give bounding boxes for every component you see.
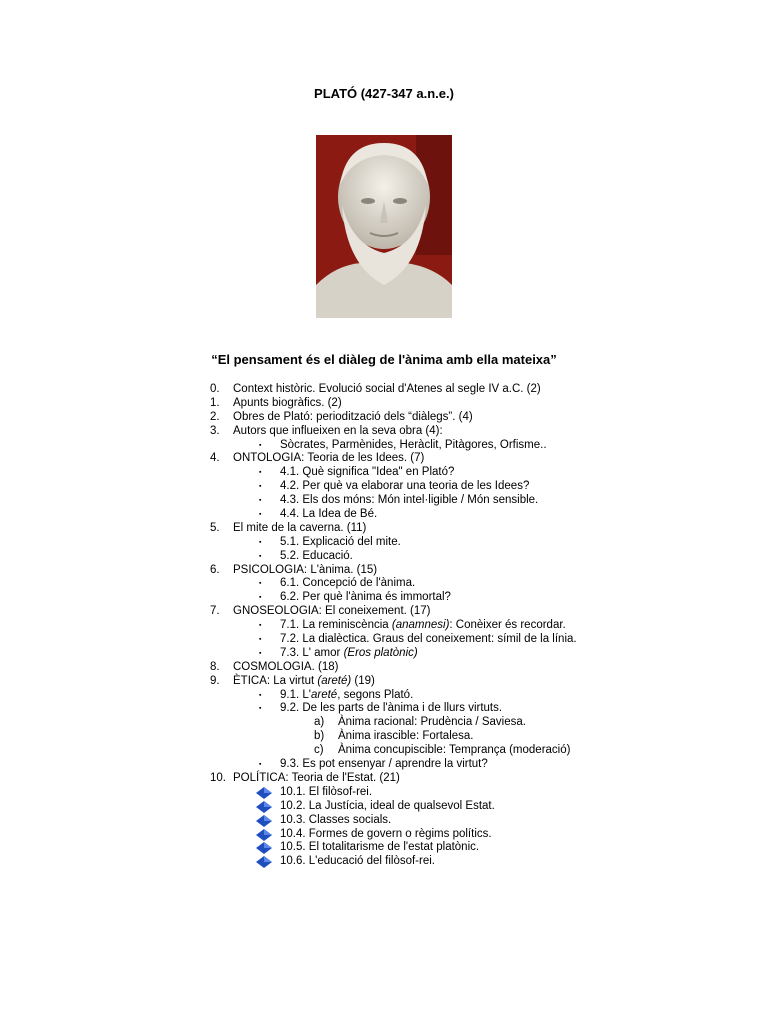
subitem-text: 5.1. Explicació del mite. xyxy=(280,535,401,548)
subitem-text: 4.1. Què significa "Idea" en Plató? xyxy=(280,466,455,479)
item-number: 8. xyxy=(210,660,220,673)
toc-alpha-item xyxy=(0,744,768,758)
toc-subitem xyxy=(0,508,768,522)
subitem-text: 10.5. El totalitarisme de l'estat platònic. xyxy=(280,841,480,854)
toc-subitem xyxy=(0,494,768,508)
toc-subitem xyxy=(0,439,768,453)
toc-item-3 xyxy=(0,425,768,439)
alpha-text: Ànima concupiscible: Temprança (moderació) xyxy=(338,744,571,757)
toc-subitem xyxy=(0,828,768,842)
square-bullet-icon: ▪ xyxy=(259,538,262,546)
toc-subitem xyxy=(0,619,768,633)
subitem-italic-term: (anamnesi) xyxy=(391,619,450,632)
toc-subitem xyxy=(0,800,768,814)
square-bullet-icon: ▪ xyxy=(259,497,262,505)
item-text: GNOSEOLOGIA: El coneixement. (17) xyxy=(233,605,431,618)
toc-subitem xyxy=(0,633,768,647)
subitem-italic-term: (Eros platònic) xyxy=(343,646,418,659)
alpha-label: b) xyxy=(314,730,325,743)
toc-item-7 xyxy=(0,605,768,619)
item-text: Autors que influeixen en la seva obra (4): xyxy=(233,424,443,437)
item-text: Obres de Plató: periodització dels “diàlegs”. (4) xyxy=(233,410,473,423)
subitem-text: 10.1. El filòsof-rei. xyxy=(280,785,373,798)
subitem-text-part: : Conèixer és recordar. xyxy=(449,619,566,632)
item-number: 5. xyxy=(210,521,220,534)
alpha-label: c) xyxy=(314,744,324,757)
toc-subitem xyxy=(0,689,768,703)
toc-subitem xyxy=(0,855,768,869)
toc-subitem xyxy=(0,702,768,716)
item-number: 4. xyxy=(210,452,220,465)
alpha-text: Ànima racional: Prudència / Saviesa. xyxy=(338,716,526,729)
toc-item-8 xyxy=(0,661,768,675)
item-text-part: (19) xyxy=(351,674,375,687)
subitem-text: 9.3. Es pot ensenyar / aprendre la virtut? xyxy=(280,758,488,771)
toc-item-6 xyxy=(0,564,768,578)
plato-bust-image xyxy=(316,135,452,318)
square-bullet-icon: ▪ xyxy=(259,580,262,588)
toc-subitem xyxy=(0,591,768,605)
subitem-text: 6.2. Per què l'ànima és immortal? xyxy=(280,591,451,604)
subitem-text: 9.2. De les parts de l'ànima i de llurs virtuts. xyxy=(280,702,503,715)
subitem-text-part: , segons Plató. xyxy=(337,688,414,701)
item-text: POLÍTICA: Teoria de l'Estat. (21) xyxy=(233,771,400,784)
toc-subitem xyxy=(0,786,768,800)
item-text: PSICOLOGIA: L'ànima. (15) xyxy=(233,563,378,576)
subitem-text xyxy=(280,619,566,633)
item-number: 6. xyxy=(210,563,220,576)
square-bullet-icon: ▪ xyxy=(259,622,262,630)
subitem-text: 4.3. Els dos móns: Món intel·ligible / Món sensible. xyxy=(280,494,539,507)
subitem-text: 10.3. Classes socials. xyxy=(280,813,392,826)
subitem-text xyxy=(280,647,418,661)
toc-item-2 xyxy=(0,411,768,425)
toc-subitem xyxy=(0,550,768,564)
toc-alpha-item xyxy=(0,716,768,730)
blue-diamond-bullet-icon xyxy=(256,856,272,868)
toc-subitem xyxy=(0,466,768,480)
item-text: El mite de la caverna. (11) xyxy=(233,521,367,534)
toc-subitem xyxy=(0,647,768,661)
item-text-part: ÈTICA: La virtut xyxy=(233,674,318,687)
subitem-text: 6.1. Concepció de l'ànima. xyxy=(280,577,416,590)
item-number: 2. xyxy=(210,410,220,423)
subitem-text xyxy=(280,689,413,703)
blue-diamond-bullet-icon xyxy=(256,801,272,813)
item-text xyxy=(233,675,375,689)
toc-subitem xyxy=(0,841,768,855)
subitem-text: 10.4. Formes de govern o règims polítics. xyxy=(280,827,492,840)
toc-item-4 xyxy=(0,452,768,466)
blue-diamond-bullet-icon xyxy=(256,815,272,827)
item-number: 10. xyxy=(210,771,226,784)
subitem-text-part: 7.3. L' amor xyxy=(280,646,344,659)
toc-subitem xyxy=(0,814,768,828)
toc-item-0 xyxy=(0,383,768,397)
blue-diamond-bullet-icon xyxy=(256,787,272,799)
item-number: 3. xyxy=(210,424,220,437)
subitem-italic-term: areté xyxy=(310,688,338,701)
subitem-text: 5.2. Educació. xyxy=(280,549,353,562)
square-bullet-icon: ▪ xyxy=(259,511,262,519)
alpha-text: Ànima irascible: Fortalesa. xyxy=(338,730,474,743)
square-bullet-icon: ▪ xyxy=(259,483,262,491)
square-bullet-icon: ▪ xyxy=(259,691,262,699)
blue-diamond-bullet-icon xyxy=(256,842,272,854)
toc-item-5 xyxy=(0,522,768,536)
subitem-text-part: 9.1. L' xyxy=(280,688,311,701)
square-bullet-icon: ▪ xyxy=(259,705,262,713)
alpha-label: a) xyxy=(314,716,325,729)
plato-quote: “El pensament és el diàleg de l'ànima amb ella mateixa” xyxy=(211,352,557,367)
item-text: Context històric. Evolució social d'Atenes al segle IV a.C. (2) xyxy=(233,383,541,395)
toc-alpha-item xyxy=(0,730,768,744)
toc-subitem xyxy=(0,536,768,550)
square-bullet-icon: ▪ xyxy=(259,761,262,769)
toc-item-9 xyxy=(0,675,768,689)
square-bullet-icon: ▪ xyxy=(259,594,262,602)
subitem-text: Sòcrates, Parmènides, Heràclit, Pitàgores, Orfisme.. xyxy=(280,438,547,451)
toc-subitem xyxy=(0,480,768,494)
square-bullet-icon: ▪ xyxy=(259,552,262,560)
item-number: 7. xyxy=(210,605,220,618)
item-number: 0. xyxy=(210,383,220,395)
page-title: PLATÓ (427-347 a.n.e.) xyxy=(314,86,454,101)
subitem-text: 10.2. La Justícia, ideal de qualsevol Estat. xyxy=(280,799,495,812)
item-text: COSMOLOGIA. (18) xyxy=(233,660,339,673)
table-of-contents xyxy=(0,383,768,869)
subitem-text: 10.6. L'educació del filòsof-rei. xyxy=(280,855,435,868)
toc-item-10 xyxy=(0,772,768,786)
toc-subitem xyxy=(0,577,768,591)
toc-item-1 xyxy=(0,397,768,411)
square-bullet-icon: ▪ xyxy=(259,441,262,449)
subitem-text-part: 7.1. La reminiscència xyxy=(280,619,392,632)
item-text: ONTOLOGIA: Teoria de les Idees. (7) xyxy=(233,452,425,465)
subitem-text: 4.4. La Idea de Bé. xyxy=(280,508,378,521)
subitem-text: 4.2. Per què va elaborar una teoria de les Idees? xyxy=(280,480,530,493)
item-number: 1. xyxy=(210,396,220,409)
toc-subitem xyxy=(0,758,768,772)
square-bullet-icon: ▪ xyxy=(259,469,262,477)
item-text: Apunts biogràfics. (2) xyxy=(233,396,342,409)
square-bullet-icon: ▪ xyxy=(259,649,262,657)
blue-diamond-bullet-icon xyxy=(256,829,272,841)
subitem-text: 7.2. La dialèctica. Graus del coneixement: símil de la línia. xyxy=(280,633,577,646)
item-italic-term: (areté) xyxy=(317,674,352,687)
item-number: 9. xyxy=(210,674,220,687)
square-bullet-icon: ▪ xyxy=(259,636,262,644)
